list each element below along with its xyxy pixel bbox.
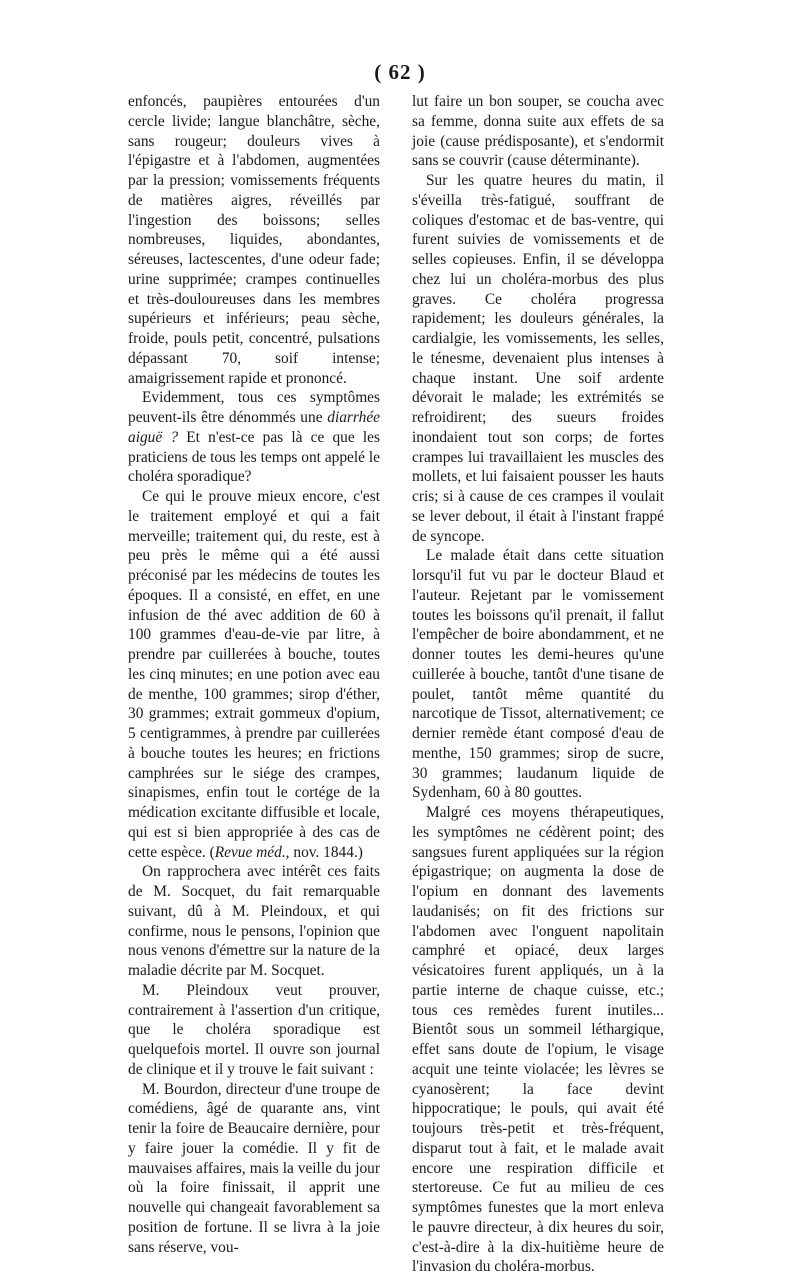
text-run: Ce qui le prouve mieux encore, c'est le traitement employé et qui a fait merveille; traitement qui, du reste, est à peu près le même qui a été aussi préconisé par les médecins de toutes les époques. Il a consisté, en effet, en une infusion de thé avec addition de 60 à 100 grammes d'eau-de-vie par litre, à prendre par cuillerées à bouche, toutes les cinq minutes; en une potion avec eau de menthe, 100 grammes; sirop d'éther, 30 grammes; extrait gommeux d'opium, 5 centigrammes, à prendre par cuillerées à bouche toutes les heures; en frictions camphrées sur le siége des crampes, sinapismes, enfin tout le cortége de la médication excitante diffusible et locale, qui est si bien appropriée à des cas de cette espèce. ( — [128, 488, 380, 861]
text-run: Et n'est-ce pas là ce que les praticiens de tous les temps ont appelé le choléra sporadique? — [128, 428, 380, 486]
citation-source: Revue méd. — [214, 843, 286, 861]
paragraph: Le malade était dans cette situation lorsqu'il fut vu par le docteur Blaud et l'auteur. Rejetant par le vomissement toutes les boissons qu'il prenait, il fallut l'empêcher de boire abondamment, et ne donner toutes les demi-heures qu'une cuillerée à bouche, tantôt d'une tisane de poulet, tantôt même quantité du narcotique de Tissot, alternativement; ce dernier remède étant composé d'eau de menthe, 150 grammes; sirop de sucre, 30 grammes; laudanum liquide de Sydenham, 60 à 80 gouttes. — [412, 547, 664, 802]
paragraph — [128, 487, 380, 862]
paragraph: On rapprochera avec intérêt ces faits de M. Socquet, du fait remarquable suivant, dû à M. Pleindoux, et qui confirme, nous le pensons, l'opinion que nous venons d'émettre sur la nature de la maladie décrite par M. Socquet. — [128, 863, 380, 979]
paragraph — [128, 388, 380, 487]
paragraph: Sur les quatre heures du matin, il s'éveilla très-fatigué, souffrant de coliques d'estomac et de bas-ventre, qui furent suivies de vomissements et de selles copieuses. Enfin, il se développa chez lui un choléra-morbus des plus graves. Ce choléra progressa rapidement; les douleurs générales, la cardialgie, les vomissements, les selles, le ténesme, devenaient plus intenses à chaque instant. Une soif ardente dévorait le malade; les extrémités se refroidirent; des sueurs froides inondaient tout son corps; de fortes crampes lui travaillaient les muscles des mollets, et lui faisaient pousser les hauts cris; si à cause de ces crampes il voulait se lever debout, il était à l'instant frappé de syncope. — [412, 172, 664, 545]
page-number: ( 62 ) — [374, 60, 426, 84]
text-run: Evidemment, tous ces symptômes peuvent-ils être dénommés une — [128, 389, 380, 426]
paragraph: lut faire un bon souper, se coucha avec sa femme, donna suite aux effets de sa joie (cause prédisposante), et s'endormit sans se couvrir (cause déterminante). — [412, 93, 664, 170]
paragraph: M. Pleindoux veut prouver, contrairement à l'assertion d'un critique, que le choléra sporadique est quelquefois mortel. Il ouvre son journal de clinique et il y trouve le fait suivant : — [128, 981, 380, 1078]
paragraph: M. Bourdon, directeur d'une troupe de comédiens, âgé de quarante ans, vint tenir la foire de Beaucaire dernière, pour y faire jouer la comédie. Il y fit de mauvaises affaires, mais la veille du jour où la foire finissait, il apprit une nouvelle qui changeait favorablement sa position de fortune. Il se livra à la joie sans réserve, vou- — [128, 1080, 380, 1256]
paragraph: enfoncés, paupières entourées d'un cercle livide; langue blanchâtre, sèche, sans rougeur; douleurs vives à l'épigastre et à l'abdomen, augmentées par la pression; vomissements fréquents de matières aigres, réveillés par l'ingestion des boissons; selles nombreuses, liquides, abondantes, séreuses, lactescentes, d'une odeur fade; urine supprimée; crampes continuelles et très-douloureuses dans les membres supérieurs et inférieurs; peau sèche, froide, pouls petit, concentré, pulsations dépassant 70, soif intense; amaigrissement rapide et prononcé. — [128, 93, 380, 387]
left-column — [128, 92, 380, 1257]
paragraph: Malgré ces moyens thérapeutiques, les symptômes ne cédèrent point; des sangsues furent appliquées sur la région épigastrique; on augmenta la dose de l'opium en donnant des lavements laudanisés; on fit des frictions sur l'abdomen avec l'onguent napolitain camphré et opiacé, deux larges vésicatoires furent appliqués, un à la partie interne de chaque cuisse, etc.; tous ces remèdes furent inutiles... Bientôt sous un sommeil léthargique, effet sans doute de l'opium, le visage acquit une teinte violacée; les lèvres se cyanosèrent; la face devint hippocratique; le pouls, qui avait été toujours très-petit et très-fréquent, disparut tout à fait, et le malade avait encore une respiration difficile et stertoreuse. Ce fut au milieu de ces symptômes funestes que la mort enleva le pauvre directeur, à dix heures du soir, c'est-à-dire à la dix-huitième heure de l'invasion du choléra-morbus. — [412, 804, 664, 1276]
text-run: , nov. 1844.) — [285, 843, 363, 861]
italic-term: diarrhée aiguë ? — [128, 409, 380, 446]
right-column — [412, 92, 664, 1277]
